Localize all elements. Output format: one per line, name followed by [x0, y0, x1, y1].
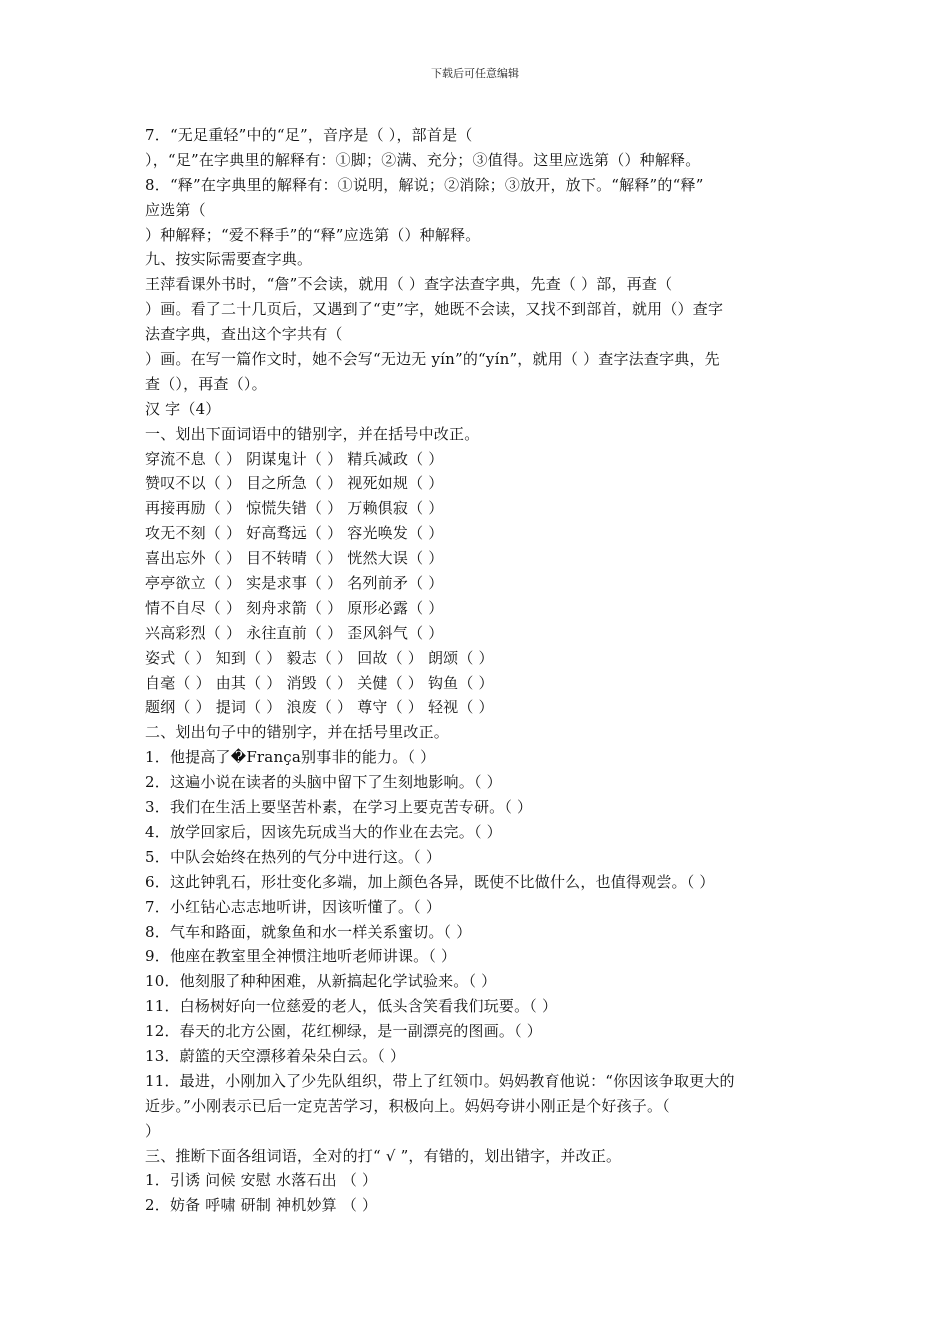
text-line: 9．他座在教室里全神惯注地听老师讲课。（ ） [145, 947, 457, 966]
text-line: ），“足”在字典里的解释有：①脚；②满、充分；③值得。这里应选第（）种解释。 [145, 150, 701, 169]
text-line: 2．妨备 呼啸 研制 神机妙算 （ ） [145, 1196, 378, 1215]
text-line: 10．他刻服了种种困难，从新搞起化学试验来。（ ） [145, 972, 497, 991]
text-line: 4．放学回家后，因该先玩成当大的作业在去完。（ ） [145, 822, 502, 841]
text-line: 11．白杨树好向一位慈爱的老人，低头含笑看我们玩要。（ ） [145, 997, 558, 1016]
text-line: 自毫（ ） 由其（ ） 消毁（ ） 关健（ ） 钩鱼（ ） [145, 673, 494, 692]
text-line: 8．“释”在字典里的解释有：①说明，解说；②消除；③放开，放下。“解释”的“释” [145, 175, 704, 194]
text-line: 二、划出句子中的错别字，并在括号里改正。 [145, 723, 450, 742]
text-line: ） [145, 1121, 161, 1140]
text-line: 喜出忘外（ ） 目不转晴（ ） 恍然大误（ ） [145, 549, 444, 568]
text-line: 题纲（ ） 提词（ ） 浪废（ ） 尊守（ ） 轻视（ ） [145, 698, 494, 717]
text-line: 13．蔚篮的天空漂移着朵朵白云。（ ） [145, 1046, 406, 1065]
text-line: 8．气车和路面，就象鱼和水一样关系蜜切。（ ） [145, 922, 472, 941]
text-line: 应选第（ [145, 200, 206, 219]
text-line: 1．他提高了�França别事非的能力。（ ） [145, 748, 436, 767]
text-line: 12．春天的北方公園，花红柳绿，是一副漂亮的图画。（ ） [145, 1022, 542, 1041]
text-line: 情不自尽（ ） 刻舟求箭（ ） 原形必露（ ） [145, 598, 444, 617]
text-line: 攻无不刻（ ） 好高骛远（ ） 容光唤发（ ） [145, 524, 444, 543]
text-line: 兴高彩烈（ ） 永往直前（ ） 歪风斜气（ ） [145, 623, 444, 642]
text-line: 九、按实际需要查字典。 [145, 250, 313, 269]
document-body [145, 123, 810, 1218]
text-line: ）画。在写一篇作文时，她不会写“无边无 yín”的“yín”，就用（ ）查字法查字典，先 [145, 350, 720, 369]
text-line: 穿流不息（ ） 阴谋鬼计（ ） 精兵减政（ ） [145, 449, 444, 468]
text-line: 王萍看课外书时，“詹”不会读，就用（ ）查字法查字典，先查（ ）部，再查（ [145, 275, 673, 294]
text-line: 11．最进，小刚加入了少先队组织，带上了红领巾。妈妈教育他说：“你因该争取更大的 [145, 1071, 735, 1090]
text-line: 2．这遍小说在读者的头脑中留下了生刻地影响。（ ） [145, 773, 502, 792]
text-line: 一、划出下面词语中的错别字，并在括号中改正。 [145, 424, 480, 443]
text-line: 三、推断下面各组词语，全对的打“ √ ”，有错的，划出错字，并改正。 [145, 1146, 622, 1165]
text-line: 5．中队会始终在热列的气分中进行这。（ ） [145, 847, 442, 866]
text-line: 赞叹不以（ ） 目之所急（ ） 视死如规（ ） [145, 474, 444, 493]
text-line: 亭亭欲立（ ） 实是求事（ ） 名列前矛（ ） [145, 574, 444, 593]
text-line: 3．我们在生活上要坚苦朴素，在学习上要克苦专研。（ ） [145, 798, 533, 817]
text-line: 近步。”小刚表示已后一定克苦学习，积极向上。妈妈夸讲小刚正是个好孩子。（ [145, 1096, 670, 1115]
text-line: 6．这此钟乳石，形壮变化多端，加上颜色各异，既使不比做什么，也值得观尝。（ ） [145, 872, 715, 891]
text-line: 查（），再查（）。 [145, 374, 267, 393]
text-line: ）画。看了二十几页后，又遇到了“吏”字，她既不会读，又找不到部首，就用（）查字 [145, 300, 724, 319]
text-line: 1．引诱 问候 安慰 水落石出 （ ） [145, 1171, 378, 1190]
text-line: 汉 字（4） [145, 399, 221, 418]
text-line: 再接再励（ ） 惊慌失错（ ） 万赖俱寂（ ） [145, 499, 444, 518]
text-line: 7．小红钻心志志地听讲，因该听懂了。（ ） [145, 897, 442, 916]
page-header-note: 下载后可任意编辑 [431, 67, 519, 80]
text-line: 法查字典，查出这个字共有（ [145, 325, 343, 344]
text-line: ）种解释；“爱不释手”的“释”应选第（）种解释。 [145, 225, 481, 244]
text-line: 姿式（ ） 知到（ ） 毅志（ ） 回故（ ） 朗颂（ ） [145, 648, 494, 667]
text-line: 7．“无足重轻”中的“足”，音序是（ ），部首是（ [145, 126, 473, 144]
